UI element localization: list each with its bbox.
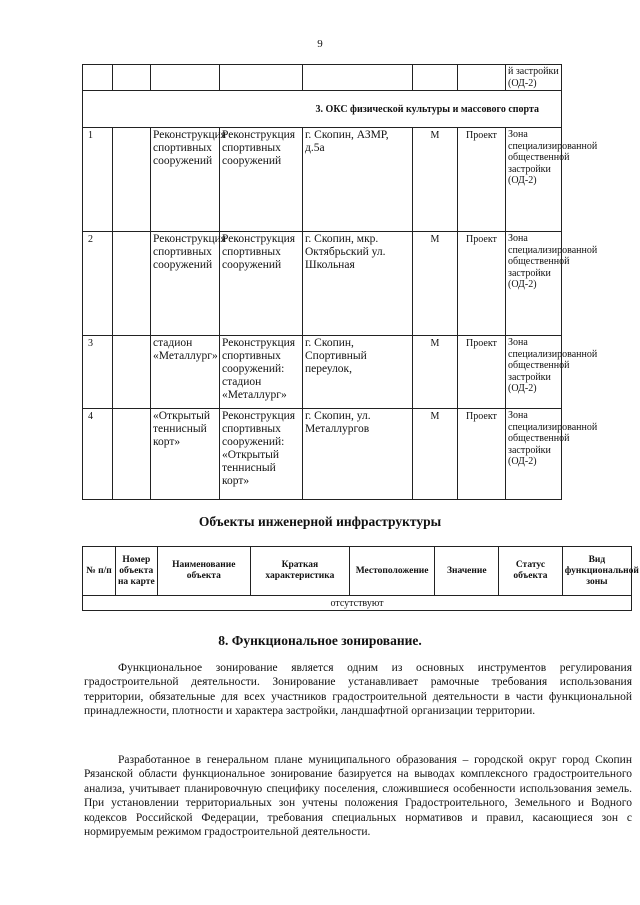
object-location: г. Скопин, АЗМР, д.5а [303,128,413,232]
row-number: 4 [83,409,113,500]
zone-cell: Зона специализированной общественной застройки (ОД-2) [506,232,562,336]
object-location: г. Скопин, Спортивный переулок, [303,336,413,409]
object-name: стадион «Металлург» [151,336,220,409]
object-status: Проект [458,232,506,336]
object-description: Реконструкция спортивных сооружений: стадион «Металлург» [220,336,303,409]
paragraph: Функциональное зонирование является одним из основных инструментов регулирования градостроительной деятельности. Зонирование устанавливает рамочные требования использования территории, обязательные для всех участников градостроительной деятельности в части функциональной принадлежности, плотности и характера застройки, ландшафтной организации территории. [84,662,632,718]
column-header: Номер объекта на карте [115,547,157,596]
sport-objects-table [82,64,598,500]
zone-cell: Зона специализированной общественной застройки (ОД-2) [506,336,562,409]
object-status: Проект [458,336,506,409]
table-row [83,596,632,611]
column-header: № п/п [83,547,116,596]
object-status: Проект [458,128,506,232]
table-row [83,128,562,232]
empty-message: отсутствуют [83,596,632,611]
zone-cell: Зона специализированной общественной застройки (ОД-2) [506,409,562,500]
column-header: Краткая характеристика [250,547,349,596]
column-header: Наименование объекта [157,547,250,596]
object-name: Реконструкция спортивных сооружений [151,128,220,232]
table-row [83,232,562,336]
table-row [83,336,562,409]
object-location: г. Скопин, ул. Металлургов [303,409,413,500]
zoning-heading: 8. Функциональное зонирование. [218,633,422,648]
object-status: Проект [458,409,506,500]
object-name: «Открытый теннисный корт» [151,409,220,500]
object-level: М [413,409,458,500]
paragraph: Разработанное в генеральном плане муниципального образования – городской округ город Скопин Рязанской области функциональное зонирование базируется на выводах комплексного градостроительного анализа, учитывает планировочную специфику поселения, сложившиеся особенности использования земель. При установлении территориальных зон учтены положения Градостроительного, Земельного и Водного кодексов Российской Федерации, требования специальных нормативов и правил, касающиеся зон с нормируемым режимом градостроительной деятельности. [84,754,632,839]
zone-cell: Зона специализированной общественной застройки (ОД-2) [506,128,562,232]
object-level: М [413,336,458,409]
object-level: М [413,232,458,336]
section-title: 3. ОКС физической культуры и массового спорта [83,91,562,128]
section-row [83,91,562,128]
column-header: Местоположение [349,547,435,596]
infrastructure-heading: Объекты инженерной инфраструктуры [198,514,442,529]
object-name: Реконструкция спортивных сооружений [151,232,220,336]
column-header: Вид функциональной зоны [562,547,631,596]
column-header: Статус объекта [499,547,563,596]
table-row [83,65,562,91]
object-description: Реконструкция спортивных сооружений: «Открытый теннисный корт» [220,409,303,500]
row-number: 1 [83,128,113,232]
object-level: М [413,128,458,232]
infrastructure-table [82,546,639,611]
object-description: Реконструкция спортивных сооружений [220,128,303,232]
table-header-row [83,547,632,596]
page-number: 9 [317,38,323,50]
table-row [83,409,562,500]
zone-cell: й застройки (ОД-2) [506,65,562,91]
row-number: 3 [83,336,113,409]
object-description: Реконструкция спортивных сооружений [220,232,303,336]
column-header: Значение [435,547,499,596]
row-number: 2 [83,232,113,336]
object-location: г. Скопин, мкр. Октябрьский ул. Школьная [303,232,413,336]
